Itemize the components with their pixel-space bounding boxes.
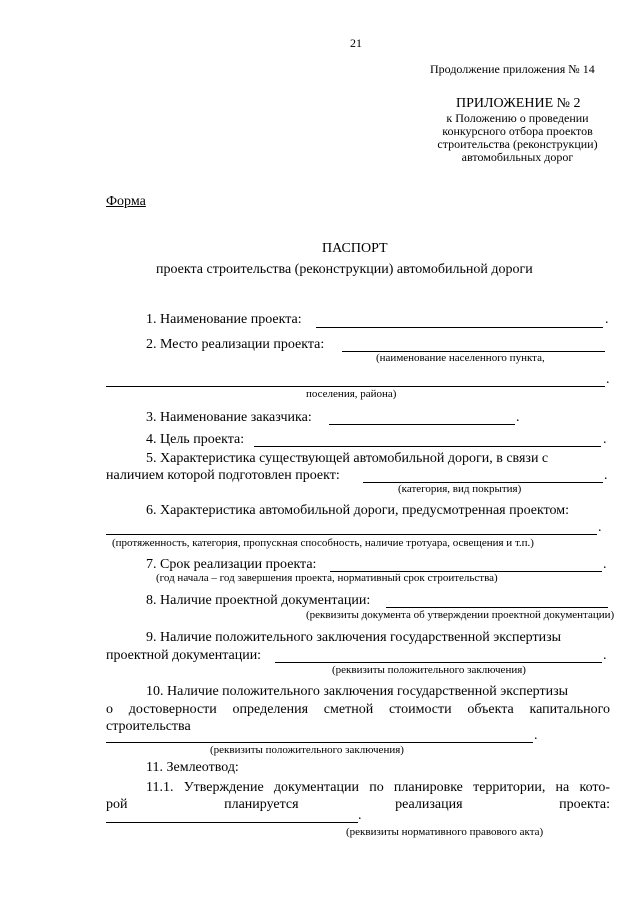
- field-6-input-line[interactable]: [106, 534, 597, 535]
- field-7-dot: .: [603, 557, 607, 572]
- field-4-dot: .: [603, 432, 607, 447]
- passport-subtitle: проекта строительства (реконструкции) автомобильной дороги: [156, 262, 533, 277]
- field-11-1-dot: .: [358, 808, 362, 823]
- field-3-dot: .: [516, 410, 520, 425]
- field-5-hint: (категория, вид покрытия): [398, 483, 522, 495]
- field-11-1-hint: (реквизиты нормативного правового акта): [346, 826, 544, 838]
- field-4-input-line[interactable]: [254, 446, 601, 447]
- field-8-input-line[interactable]: [386, 607, 608, 608]
- continuation-note: Продолжение приложения № 14: [430, 62, 595, 76]
- field-10-label-line1: 10. Наличие положительного заключения государственной экспертизы: [146, 684, 569, 699]
- field-9-dot: .: [603, 648, 607, 663]
- field-10-label-line2: о достоверности определения сметной стоимости объекта капитального: [106, 702, 610, 717]
- field-5-dot: .: [604, 468, 608, 483]
- field-3-label: 3. Наименование заказчика:: [146, 410, 312, 425]
- field-9-input-line[interactable]: [275, 662, 602, 663]
- appendix-subtitle: [420, 112, 615, 164]
- field-4-label: 4. Цель проекта:: [146, 432, 245, 447]
- field-9-hint: (реквизиты положительного заключения): [332, 664, 526, 676]
- field-10-label-line3: строительства: [106, 719, 191, 734]
- field-10-hint: (реквизиты положительного заключения): [210, 744, 404, 756]
- field-6-dot: .: [598, 520, 602, 535]
- appendix-subtitle-line: конкурсного отбора проектов: [442, 124, 593, 138]
- field-7-hint: (год начала – год завершения проекта, нормативный срок строительства): [156, 572, 498, 584]
- appendix-subtitle-line: автомобильных дорог: [461, 150, 574, 164]
- field-6-label: 6. Характеристика автомобильной дороги, предусмотренная проектом:: [146, 503, 570, 518]
- field-7-label: 7. Срок реализации проекта:: [146, 557, 317, 572]
- field-9-label-line1: 9. Наличие положительного заключения государственной экспертизы: [146, 630, 562, 645]
- appendix-subtitle-line: к Положению о проведении: [446, 111, 589, 125]
- field-2-input-line-2[interactable]: [106, 386, 605, 387]
- field-11-1-label-line2: рой планируется реализация проекта:: [106, 797, 610, 812]
- field-5-label-line1: 5. Характеристика существующей автомобильной дороги, в связи с: [146, 451, 549, 466]
- field-8-label: 8. Наличие проектной документации:: [146, 593, 371, 608]
- appendix-title: ПРИЛОЖЕНИЕ № 2: [456, 96, 581, 111]
- field-2-hint-1: (наименование населенного пункта,: [376, 352, 545, 364]
- field-6-hint: (протяженность, категория, пропускная способность, наличие тротуара, освещения и т.п.): [112, 537, 534, 549]
- form-label: Форма: [106, 194, 146, 209]
- field-10-input-line[interactable]: [106, 742, 533, 743]
- field-11-label: 11. Землеотвод:: [146, 760, 239, 775]
- field-2-dot: .: [606, 372, 610, 387]
- field-9-label-line2: проектной документации:: [106, 648, 262, 663]
- field-2-hint-2: поселения, района): [306, 388, 397, 400]
- field-3-input-line[interactable]: [329, 424, 515, 425]
- field-10-dot: .: [534, 728, 538, 743]
- field-11-1-label-line1: 11.1. Утверждение документации по планировке территории, на кото-: [146, 780, 610, 795]
- page-number: 21: [350, 36, 362, 50]
- passport-title: ПАСПОРТ: [322, 241, 388, 256]
- field-1-dot: .: [605, 312, 609, 327]
- field-8-hint: (реквизиты документа об утверждении проектной документации): [306, 609, 615, 621]
- field-1-input-line[interactable]: [316, 327, 603, 328]
- field-2-label: 2. Место реализации проекта:: [146, 337, 325, 352]
- appendix-subtitle-line: строительства (реконструкции): [437, 137, 598, 151]
- field-11-1-input-line[interactable]: [106, 822, 358, 823]
- field-1-label: 1. Наименование проекта:: [146, 312, 302, 327]
- field-5-label-line2: наличием которой подготовлен проект:: [106, 468, 340, 483]
